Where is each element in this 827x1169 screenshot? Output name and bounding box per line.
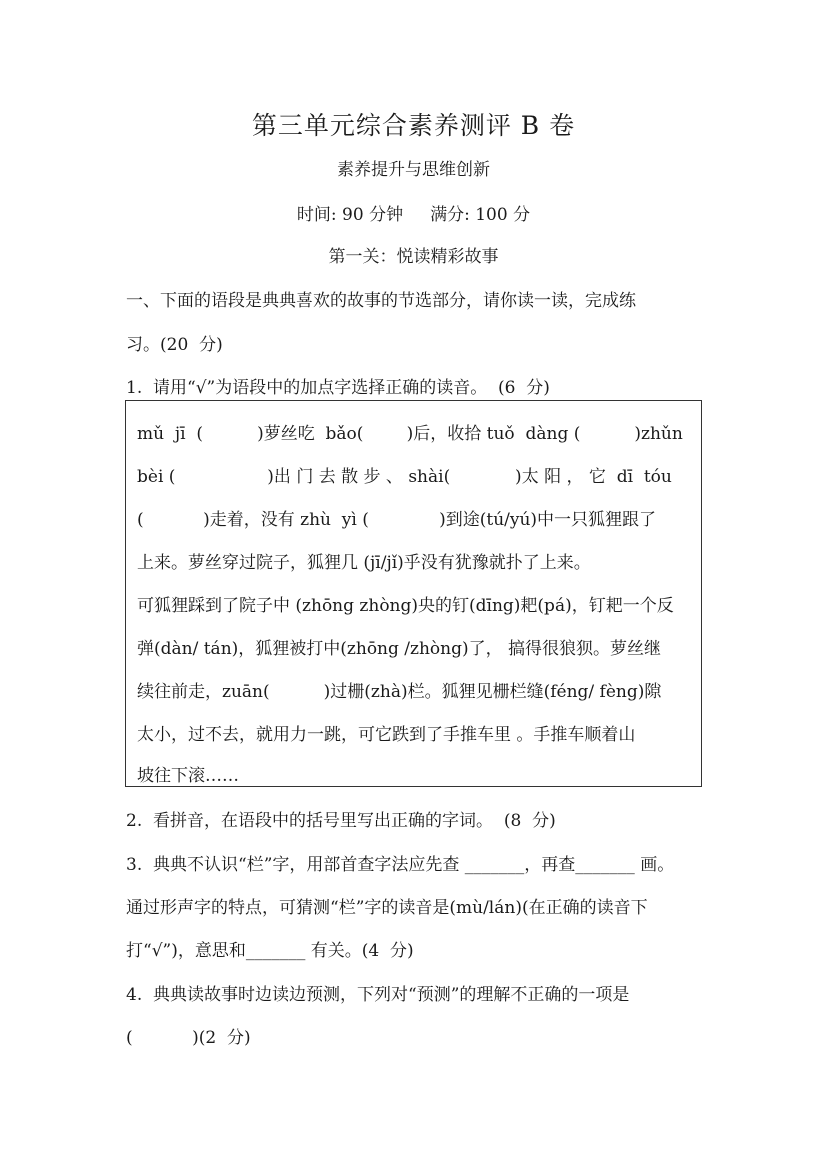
page-title: 第三单元综合素养测评 B 卷 (251, 111, 576, 140)
q3-line3: 打“√”)，意思和_______ 有关。(4 分) (126, 941, 414, 961)
q1-sub1: 1. 请用“√”为语段中的加点字选择正确的读音。 (6 分) (126, 378, 550, 398)
q4-line1: 4. 典典读故事时边读边预测，下列对“预测”的理解不正确的一项是 (126, 985, 630, 1005)
passage-line: 坡往下滚…… (137, 766, 239, 786)
passage-line: mǔ jī ( )萝丝吃 bǎo( )后，收拾 tuǒ dàng ( )zhǔn (137, 424, 683, 444)
q2-text: 2. 看拼音，在语段中的括号里写出正确的字词。 (8 分) (126, 811, 556, 831)
q3-line1: 3. 典典不认识“栏”字，用部首查字法应先查 _______，再查_______ 画。 (126, 855, 675, 875)
passage-line: 上来。萝丝穿过院子，狐狸几 (jī/jǐ)乎没有犹豫就扑了上来。 (137, 553, 591, 573)
passage-line: 太小，过不去，就用力一跳，可它跌到了手推车里 。手推车顺着山 (137, 725, 636, 745)
passage-line: 弹(dàn/ tán)，狐狸被打中(zhōng /zhòng)了， 搞得很狼狈。萝丝继 (137, 639, 662, 659)
q3-line2: 通过形声字的特点，可猜测“栏”字的读音是(mù/lán)(在正确的读音下 (126, 898, 648, 918)
passage-line: ( )走着，没有 zhù yì ( )到途(tú/yú)中一只狐狸跟了 (137, 510, 657, 530)
passage-line: bèi ( )出 门 去 散 步 、 shài( )太 阳 ， 它 dī tóu (137, 467, 672, 487)
q1-intro-line1: 一、下面的语段是典典喜欢的故事的节选部分，请你读一读，完成练 (126, 291, 636, 311)
subtitle: 素养提升与思维创新 (337, 160, 490, 180)
passage-line: 续往前走，zuān( )过栅(zhà)栏。狐狸见栅栏缝(féng/ fèng)隙 (137, 682, 662, 702)
q4-line2: ( )(2 分) (126, 1028, 251, 1048)
stage-heading: 第一关：悦读精彩故事 (328, 247, 499, 267)
q1-intro-line2: 习。(20 分) (126, 335, 223, 355)
time-info: 时间: 90 分钟 满分: 100 分 (296, 205, 531, 225)
passage-line: 可狐狸踩到了院子中 (zhōng zhòng)央的钉(dīng)耙(pá)，钉耙一个反 (137, 596, 674, 616)
passage-box (125, 400, 702, 787)
